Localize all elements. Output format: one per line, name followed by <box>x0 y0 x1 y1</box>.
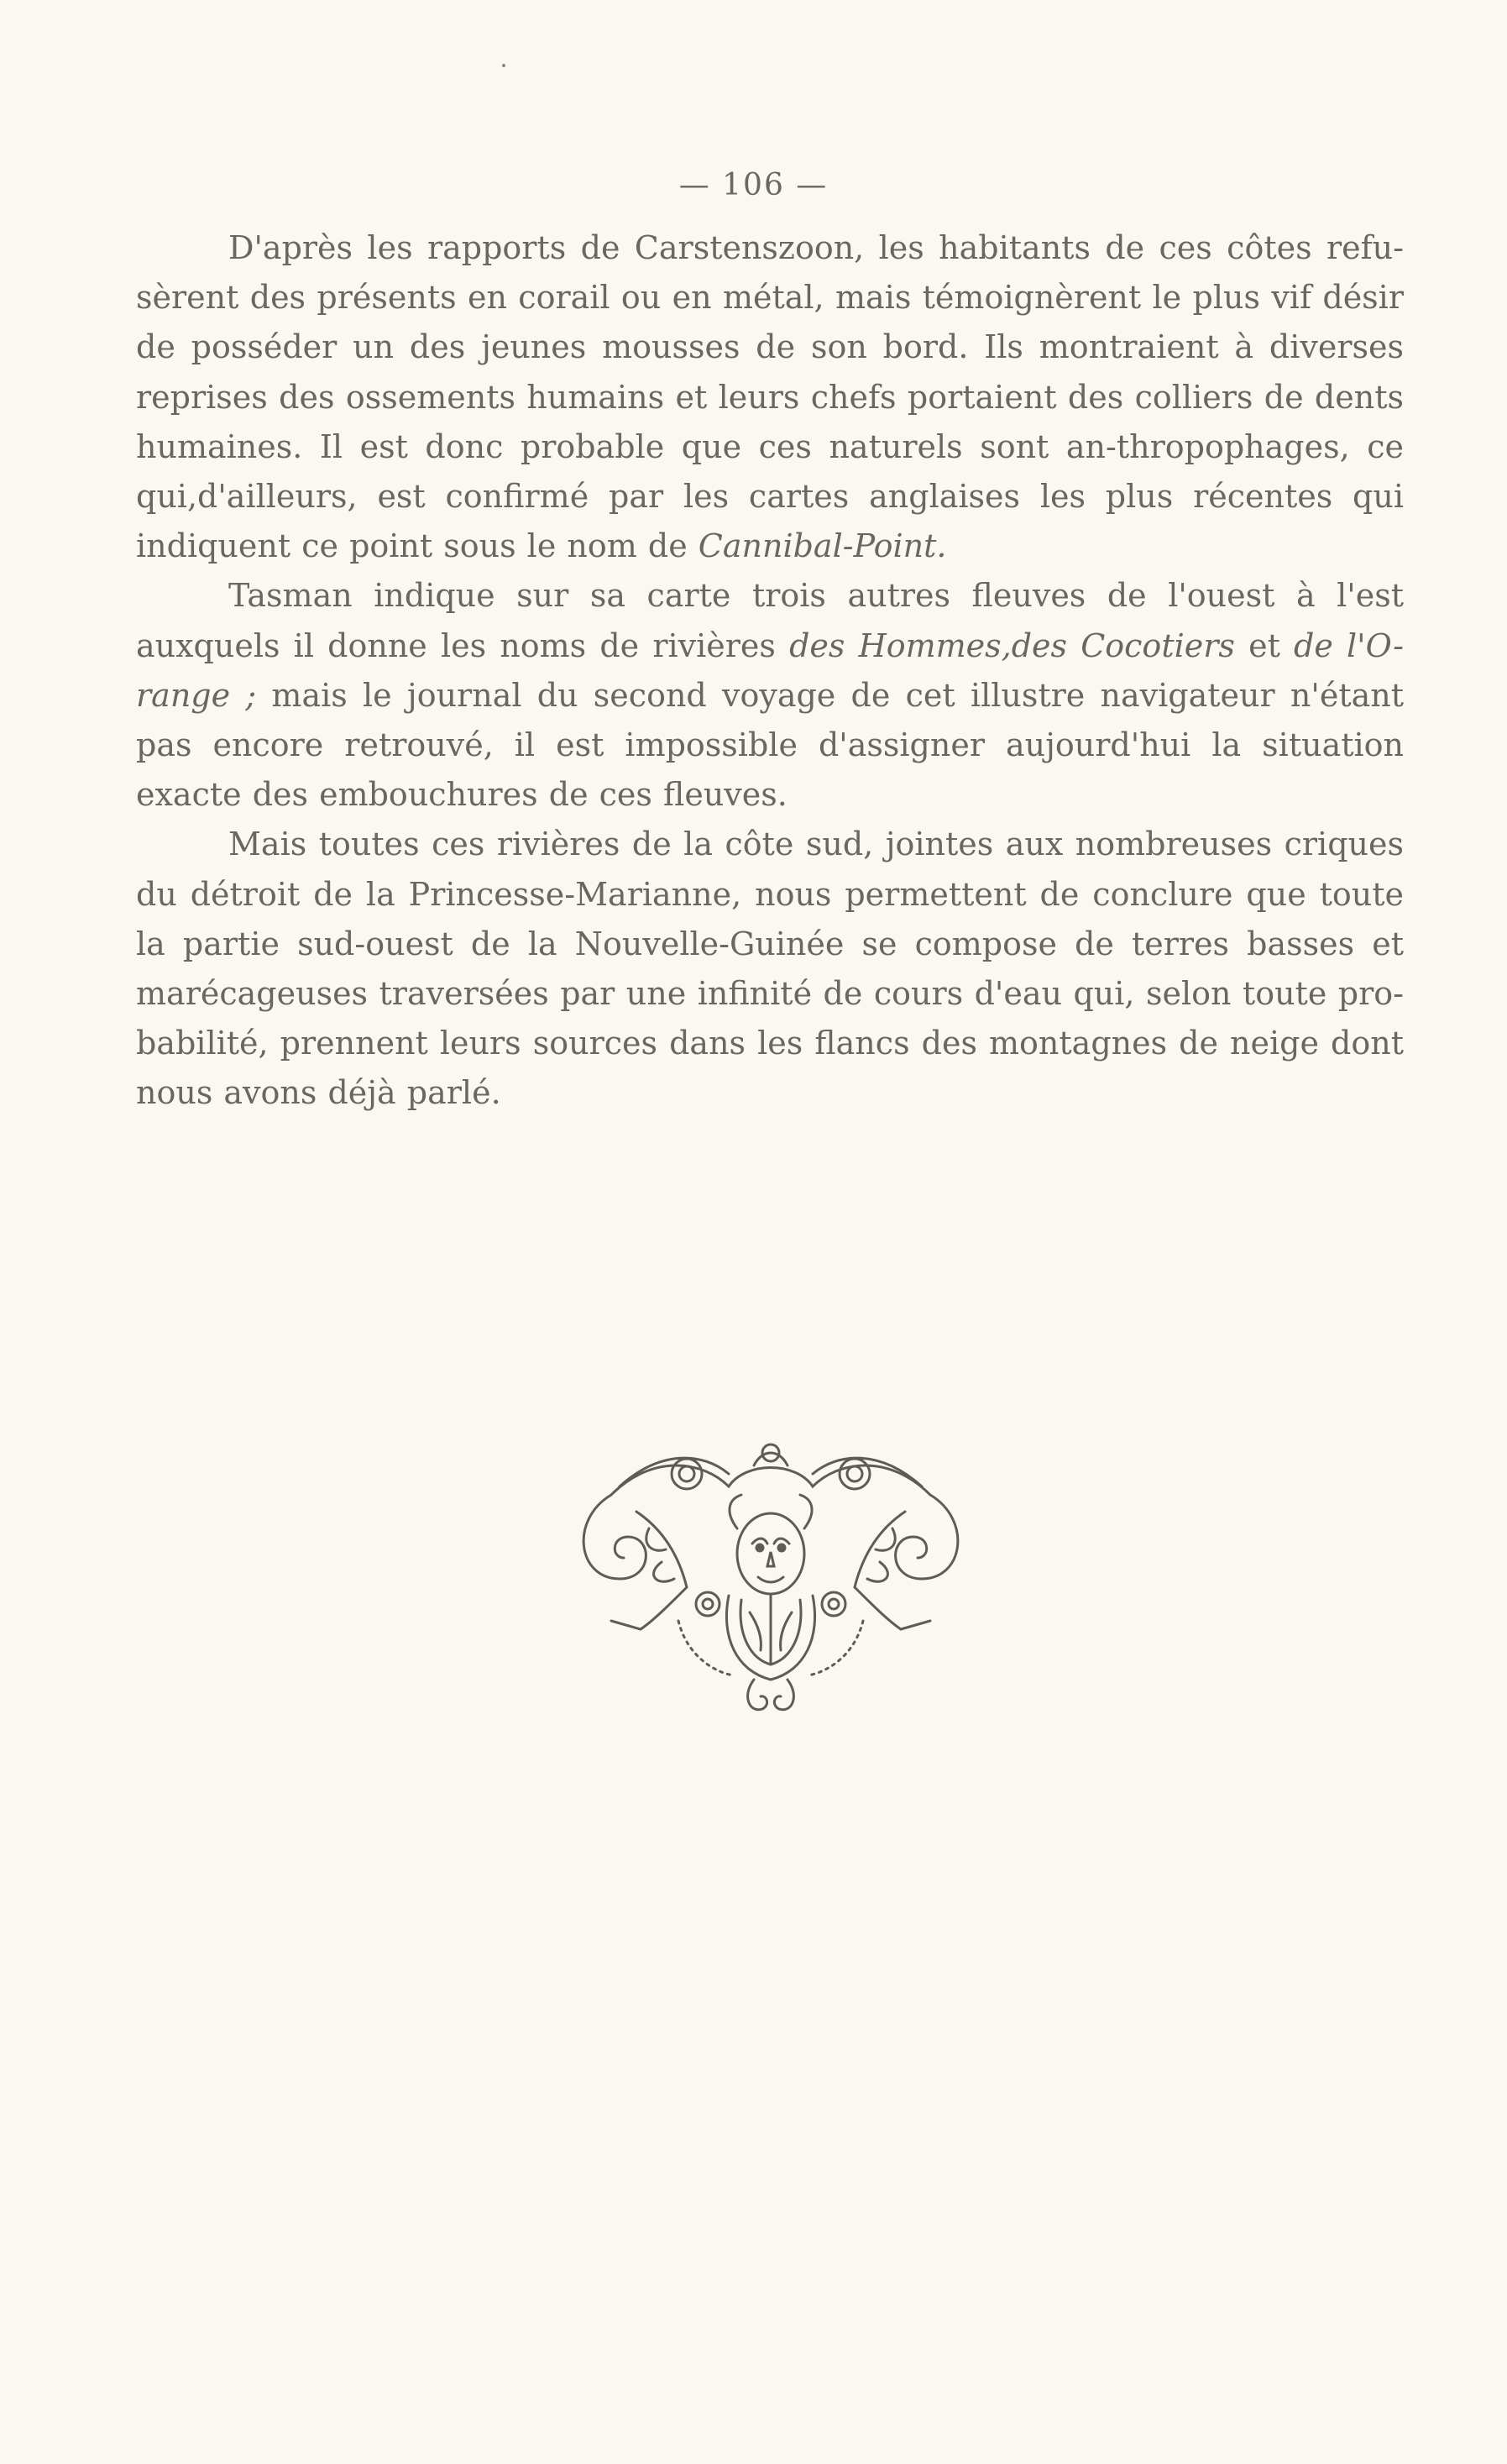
paragraph-text: Tasman indique sur sa carte trois autres fleuves de l'ouest à l'est auxquels il donne les noms de rivières <box>136 577 1404 664</box>
paragraph-text: D'après les rapports de Carstenszoon, les habitants de ces côtes refu-sèrent des présents en corail ou en métal, mais témoignèrent le plus vif désir de posséder un des jeunes mousses de son bord. Ils montraient à diverses reprises des ossements humains et leurs chefs portaient des colliers de dents humaines. Il est donc probable que ces naturels sont an-thropophages, ce qui,d'ailleurs, est confirmé par les cartes anglaises les plus récentes qui indiquent ce point sous le nom de <box>136 229 1404 565</box>
paper-speck <box>502 64 505 67</box>
tailpiece-ornament-icon <box>561 1428 981 1730</box>
paragraph-text: Mais toutes ces rivières de la côte sud, jointes aux nombreuses criques du détroit de la Princesse-Marianne, nous permettent de conclure que toute la partie sud-ouest de la Nouvelle-Guinée se compose de terres basses et marécageuses traversées par une infinité de cours d'eau qui, selon toute pro-babilité, prennent leurs sources dans les flancs des montagnes de neige dont nous avons déjà parlé. <box>136 826 1404 1112</box>
river-name-italic: de l'O-range ; <box>136 626 1404 714</box>
paragraph-2 <box>136 571 1404 820</box>
paragraph-1 <box>136 223 1404 571</box>
page-number: — 106 — <box>678 168 829 202</box>
place-name-italic: Cannibal-Point. <box>698 527 947 565</box>
body-text <box>136 223 1404 1119</box>
paragraph-text: et <box>1234 626 1295 664</box>
river-names-italic: des Hommes,des Cocotiers <box>789 626 1235 664</box>
paragraph-3 <box>136 820 1404 1118</box>
paragraph-text: mais le journal du second voyage de cet illustre navigateur n'étant pas encore retrouvé, il est impossible d'assigner aujourd'hui la situation exacte des embouchures de ces fleuves. <box>136 676 1404 814</box>
